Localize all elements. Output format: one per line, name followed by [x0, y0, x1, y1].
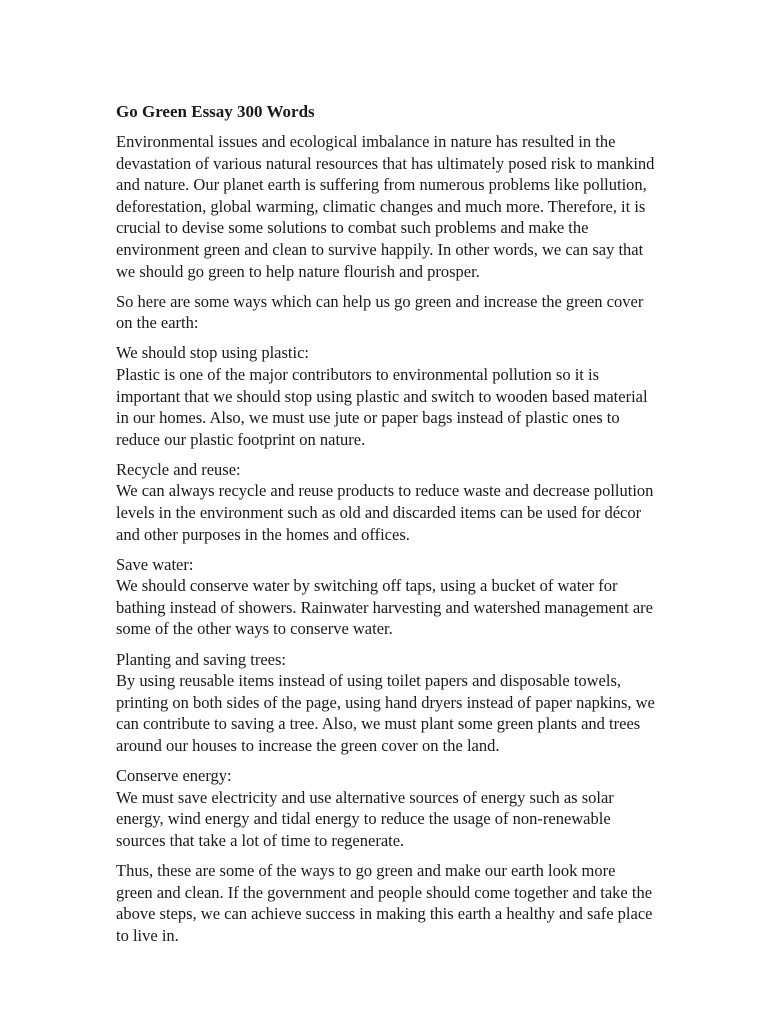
section-body: We should conserve water by switching off taps, using a bucket of water for bathing instead of showers. Rainwater harvesting and watershed management are some of the other ways to conserve water. — [116, 576, 653, 639]
intro-paragraph: Environmental issues and ecological imbalance in nature has resulted in the devastation of various natural resources that has ultimately posed risk to mankind and nature. Our planet earth is suffering from numerous problems like pollution, deforestation, global warming, climatic changes and much more. Therefore, it is crucial to devise some solutions to combat such problems and make the environment green and clean to survive happily. In other words, we can say that we should go green to help nature flourish and prosper. — [116, 132, 655, 281]
section-body: We must save electricity and use alternative sources of energy such as solar energy, wind energy and tidal energy to reduce the usage of non-renewable sources that take a lot of time to regenerate. — [116, 787, 614, 850]
section-heading: We should stop using plastic: — [116, 343, 309, 363]
conclusion-paragraph: Thus, these are some of the ways to go green and make our earth look more green and clean. If the government and people should come together and take the above steps, we can achieve success in making this earth a healthy and safe place to live in. — [116, 860, 653, 945]
section-heading: Conserve energy: — [116, 766, 232, 786]
section-water — [116, 554, 656, 640]
section-heading: Planting and saving trees: — [116, 649, 287, 669]
section-body: By using reusable items instead of using toilet papers and disposable towels, printing on both sides of the page, using hand dryers instead of paper napkins, we can contribute to saving a tree. Also, we must plant some green plants and trees around our houses to increase the green cover on the land. — [116, 671, 655, 755]
section-heading: Save water: — [116, 554, 194, 574]
document-title: Go Green Essay 300 Words — [116, 102, 315, 121]
section-plastic — [116, 342, 656, 450]
section-trees — [116, 649, 656, 757]
section-heading: Recycle and reuse: — [116, 459, 241, 479]
section-body: Plastic is one of the major contributors to environmental pollution so it is important that we should stop using plastic and switch to wooden based material in our homes. Also, we must use jute or paper bags instead of plastic ones to reduce our plastic footprint on nature. — [116, 364, 648, 449]
section-recycle — [116, 459, 656, 545]
document-page — [116, 101, 656, 955]
lead-in-paragraph: So here are some ways which can help us go green and increase the green cover on the earth: — [116, 291, 644, 333]
section-energy — [116, 765, 656, 851]
section-body: We can always recycle and reuse products to reduce waste and decrease pollution levels in the environment such as old and discarded items can be used for décor and other purposes in the homes and offices. — [116, 481, 654, 544]
